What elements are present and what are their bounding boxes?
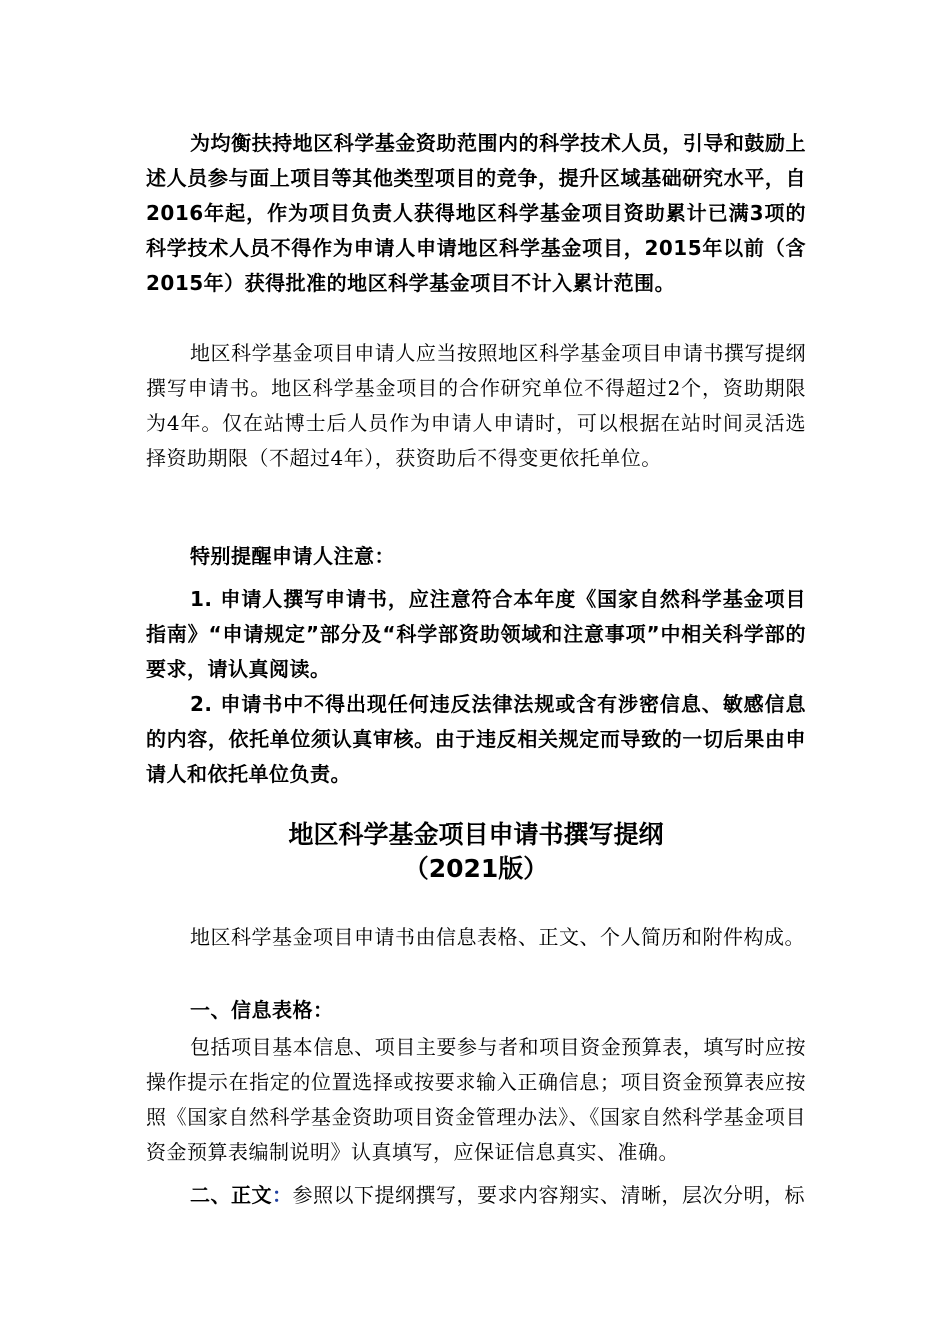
document-subtitle: （2021版） (403, 854, 549, 883)
reminder-title: 特别提醒申请人注意： (190, 544, 395, 568)
reminder-item-2: 2. 申请书中不得出现任何违反法律法规或含有涉密信息、敏感信息的内容，依托单位须认真审核。由于违反相关规定而导致的一切后果由申请人和依托单位负责。 (146, 692, 806, 786)
intro-paragraph: 为均衡扶持地区科学基金资助范围内的科学技术人员，引导和鼓励上述人员参与面上项目等其他类型项目的竞争，提升区域基础研究水平，自2016年起，作为项目负责人获得地区科学基金项目资助累计已满3项的科学技术人员不得作为申请人申请地区科学基金项目，2015年以前（含2015年）获得批准的地区科学基金项目不计入累计范围。 (146, 131, 806, 295)
composition-paragraph: 地区科学基金项目申请书由信息表格、正文、个人简历和附件构成。 (190, 925, 805, 949)
section-2-body: 参照以下提纲撰写，要求内容翔实、清晰，层次分明，标 (292, 1183, 805, 1207)
section-2-title: 二、正文 (190, 1183, 272, 1207)
section-2-line (146, 1178, 806, 1213)
outline-paragraph: 地区科学基金项目申请人应当按照地区科学基金项目申请书撰写提纲撰写申请书。地区科学基金项目的合作研究单位不得超过2个，资助期限为4年。仅在站博士后人员作为申请人申请时，可以根据在站时间灵活选择资助期限（不超过4年），获资助后不得变更依托单位。 (146, 341, 806, 470)
section-1-body: 包括项目基本信息、项目主要参与者和项目资金预算表，填写时应按操作提示在指定的位置选择或按要求输入正确信息；项目资金预算表应按照《国家自然科学基金资助项目资金管理办法》、《国家自然科学基金项目资金预算表编制说明》认真填写，应保证信息真实、准确。 (146, 1035, 806, 1164)
document-title: 地区科学基金项目申请书撰写提纲 (288, 820, 664, 849)
section-2-colon: ： (272, 1183, 293, 1207)
reminder-item-1: 1. 申请人撰写申请书，应注意符合本年度《国家自然科学基金项目指南》“申请规定”部分及“科学部资助领域和注意事项”中相关科学部的要求，请认真阅读。 (146, 587, 806, 681)
section-1-title: 一、信息表格： (190, 998, 334, 1022)
